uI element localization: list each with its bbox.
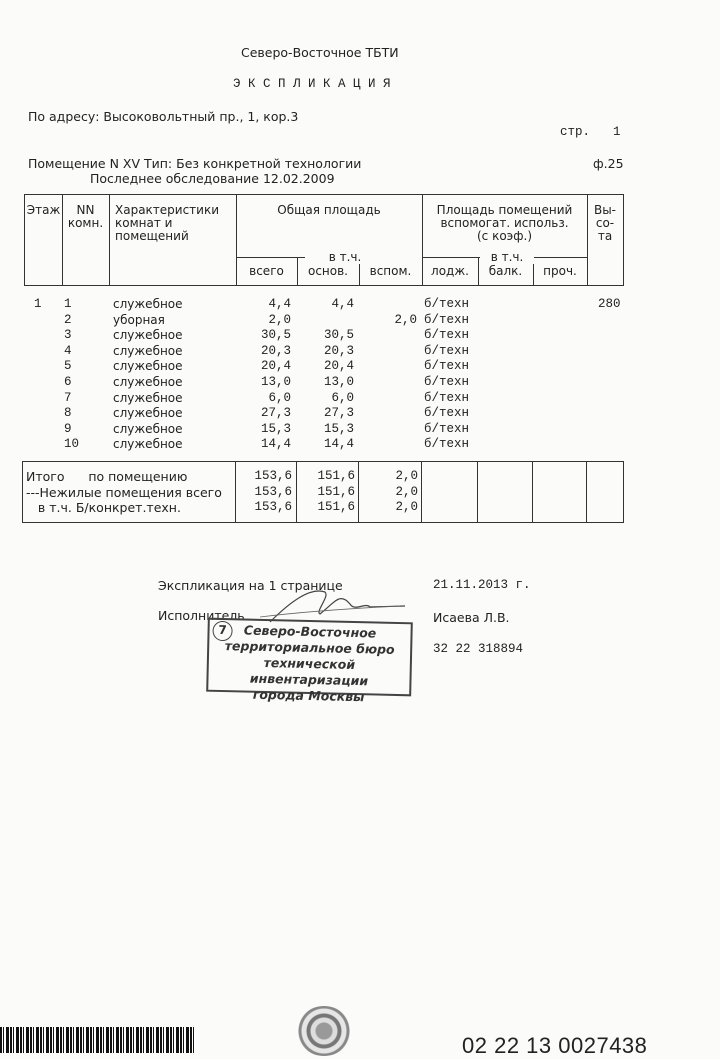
totals-label: в т.ч. Б/конкрет.техн.: [26, 500, 181, 515]
table-row: [24, 359, 624, 375]
totals-row: [23, 500, 623, 515]
cell-main-area: 27,3: [323, 406, 354, 421]
table-header: [24, 194, 624, 286]
cell-room-number: 10: [64, 437, 80, 452]
cell-loggia: б/техн: [424, 390, 470, 405]
premise-info: Помещение N XV Тип: Без конкретной технологии: [28, 156, 362, 171]
stamp-line-3: технической инвентаризации: [249, 654, 369, 689]
cell-total-area: 15,3: [260, 421, 291, 436]
cell-room-number: 2: [64, 312, 72, 327]
cell-room-type: служебное: [113, 437, 183, 452]
cell-room-type: служебное: [113, 421, 183, 436]
totals-aux-area: 2,0: [395, 500, 418, 514]
totals-row: [23, 485, 623, 500]
address: По адресу: Высоковольтный пр., 1, кор.3: [28, 109, 299, 124]
cell-main-area: 20,4: [323, 359, 354, 374]
totals-total-area: 153,6: [254, 500, 292, 514]
org-name: Северо-Восточное ТБТИ: [241, 45, 399, 60]
hologram-seal: [296, 1006, 352, 1056]
cell-room-type: служебное: [113, 359, 183, 374]
totals-row: [23, 469, 623, 484]
totals-label: Итого по помещению: [26, 469, 188, 484]
header-aux: вспом.: [369, 264, 412, 278]
executor-phone: 32 22 318894: [433, 642, 524, 656]
table-row: [24, 313, 624, 329]
cell-total-area: 2,0: [268, 312, 291, 327]
cell-total-area: 27,3: [260, 406, 291, 421]
cell-loggia: б/техн: [424, 421, 470, 436]
stamp-line-2: территориальное бюро: [224, 638, 395, 657]
table-row: [24, 344, 624, 360]
cell-room-type: уборная: [113, 312, 165, 327]
cell-loggia: б/техн: [424, 328, 470, 343]
totals-total-area: 153,6: [254, 484, 292, 499]
header-including-2: в т.ч.: [480, 251, 534, 264]
cell-room-number: 9: [64, 421, 72, 436]
cell-room-type: служебное: [113, 406, 183, 421]
table-row: [24, 375, 624, 391]
survey-date: Последнее обследование 12.02.2009: [90, 171, 335, 186]
cell-main-area: 20,3: [323, 343, 354, 358]
cell-room-number: 7: [64, 390, 72, 405]
cell-loggia: б/техн: [424, 437, 470, 452]
totals-main-area: 151,6: [317, 500, 355, 514]
cell-total-area: 20,4: [260, 359, 291, 374]
header-loggia: лодж.: [431, 264, 469, 278]
page-number: 1: [613, 125, 621, 139]
organization-stamp: [206, 618, 413, 705]
cell-main-area: 13,0: [323, 374, 354, 389]
cell-main-area: 30,5: [323, 328, 354, 343]
header-floor: Этаж: [26, 203, 61, 217]
totals-total-area: 153,6: [254, 469, 292, 483]
cell-total-area: 30,5: [260, 328, 291, 343]
header-other: проч.: [543, 264, 577, 278]
cell-loggia: б/техн: [424, 374, 470, 389]
cell-floor: 1: [34, 297, 42, 311]
cell-loggia: б/техн: [424, 297, 470, 311]
serial-number: 02 22 13 0027438: [462, 1033, 648, 1058]
totals-box: [22, 461, 624, 523]
cell-total-area: 20,3: [260, 343, 291, 358]
header-total-area: Общая площадь: [277, 203, 381, 217]
header-height: Вы- со- та: [593, 203, 617, 243]
header-balcony: балк.: [488, 264, 523, 278]
totals-label: ---Нежилые помещения всего: [26, 484, 222, 500]
cell-room-type: служебное: [113, 297, 183, 311]
form-number: ф.25: [593, 156, 624, 171]
page-label: стр.: [560, 125, 591, 139]
cell-room-type: служебное: [113, 374, 183, 389]
cell-total-area: 6,0: [268, 390, 291, 405]
cell-room-number: 1: [64, 297, 72, 311]
cell-room-type: служебное: [113, 390, 183, 405]
header-characteristics: Характеристики комнат и помещений: [115, 203, 220, 243]
cell-room-number: 8: [64, 406, 72, 421]
room-list: [24, 297, 624, 453]
cell-loggia: б/техн: [424, 359, 470, 374]
header-aux-area: Площадь помещений вспомогат. использ. (с коэф.): [436, 203, 573, 243]
table-row: [24, 297, 624, 313]
executor-label: Исполнитель: [158, 608, 245, 623]
cell-loggia: б/техн: [424, 343, 470, 358]
totals-main-area: 151,6: [317, 484, 355, 499]
cell-total-area: 4,4: [268, 297, 291, 311]
header-all: всего: [249, 264, 284, 278]
cell-main-area: 6,0: [331, 390, 354, 405]
totals-aux-area: 2,0: [395, 484, 418, 499]
cell-aux-area: 2,0: [394, 312, 417, 327]
cell-loggia: б/техн: [424, 406, 470, 421]
table-row: [24, 391, 624, 407]
cell-total-area: 14,4: [260, 437, 291, 452]
table-row: [24, 328, 624, 344]
cell-total-area: 13,0: [260, 374, 291, 389]
barcode: [0, 1027, 196, 1053]
cell-room-number: 5: [64, 359, 72, 374]
issue-date: 21.11.2013 г.: [433, 578, 531, 592]
cell-room-number: 4: [64, 343, 72, 358]
stamp-line-1: Северо-Восточное: [243, 622, 377, 641]
doc-title: Э К С П Л И К А Ц И Я: [233, 77, 391, 91]
executor-name: Исаева Л.В.: [433, 610, 510, 625]
cell-height: 280: [598, 297, 621, 311]
header-including: в т.ч.: [305, 251, 385, 264]
table-row: [24, 406, 624, 422]
totals-aux-area: 2,0: [395, 469, 418, 483]
cell-room-type: служебное: [113, 343, 183, 358]
cell-room-number: 6: [64, 374, 72, 389]
pages-note: Экспликация на 1 странице: [158, 578, 343, 593]
stamp-number: 7: [212, 621, 232, 641]
header-room-number: NN комн.: [67, 203, 104, 230]
table-row: [24, 422, 624, 438]
cell-main-area: 4,4: [331, 297, 354, 311]
cell-main-area: 15,3: [323, 421, 354, 436]
totals-main-area: 151,6: [317, 469, 355, 483]
table-row: [24, 437, 624, 453]
cell-loggia: б/техн: [424, 312, 470, 327]
cell-room-number: 3: [64, 328, 72, 343]
stamp-line-4: города Москвы: [252, 686, 365, 705]
cell-room-type: служебное: [113, 328, 183, 343]
header-main: основ.: [307, 264, 348, 278]
cell-main-area: 14,4: [323, 437, 354, 452]
